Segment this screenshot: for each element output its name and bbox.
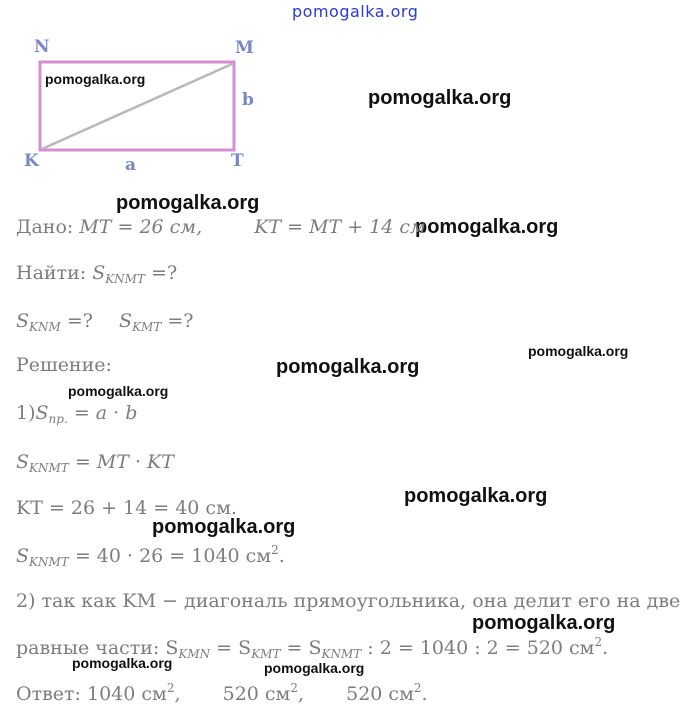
area-subscript: KNMT xyxy=(321,647,362,661)
equal-parts-line xyxy=(16,635,608,661)
area-symbol: S xyxy=(16,545,30,567)
superscript: 2 xyxy=(413,681,422,695)
area-calc-line xyxy=(16,543,285,569)
watermark: pomogalka.org xyxy=(264,660,365,676)
watermark-top: pomogalka.org xyxy=(292,2,419,21)
watermark: pomogalka.org xyxy=(368,87,512,109)
step-2-line: 2) так как KM − диагональ прямоугольника, она делит его на две xyxy=(16,590,681,612)
solution-label: Решение: xyxy=(16,354,112,376)
vertex-k-label: K xyxy=(24,151,39,171)
unknown-mark: =? xyxy=(60,310,93,332)
area-symbol: S xyxy=(119,310,133,332)
area-subscript: пр. xyxy=(48,412,68,426)
step-number: 1) xyxy=(16,402,36,424)
text: = S xyxy=(280,637,322,659)
area-subscript: KNMT xyxy=(105,272,145,286)
given-line xyxy=(16,216,426,238)
vertex-m-label: M xyxy=(235,38,254,58)
side-b-label: b xyxy=(242,90,254,110)
answer-value: 1040 см xyxy=(87,683,167,705)
answer-line xyxy=(16,681,428,705)
formula: = a · b xyxy=(67,402,138,424)
unknown-mark: =? xyxy=(144,262,178,284)
step-1-line xyxy=(16,402,137,426)
area-symbol: S xyxy=(16,451,30,473)
given-label: Дано: xyxy=(16,216,74,238)
comma: , xyxy=(297,683,305,705)
watermark: pomogalka.org xyxy=(116,192,260,214)
superscript: 2 xyxy=(166,681,175,695)
area-symbol: S xyxy=(16,310,30,332)
area-subscript: KMT xyxy=(132,320,162,334)
area-formula-line xyxy=(16,451,174,475)
area-subscript: KNMT xyxy=(29,555,69,569)
period: . xyxy=(278,545,285,567)
watermark: pomogalka.org xyxy=(276,356,420,378)
text: = S xyxy=(210,637,252,659)
superscript: 2 xyxy=(594,635,603,649)
area-symbol: S xyxy=(35,402,49,424)
formula: = 40 · 26 = 1040 см xyxy=(68,545,272,567)
find-label: Найти: xyxy=(16,262,87,284)
formula: = MT · KT xyxy=(68,451,174,473)
watermark: pomogalka.org xyxy=(68,383,169,399)
formula: : 2 = 1040 : 2 = 520 см xyxy=(361,637,595,659)
given-mt: MT = 26 см, xyxy=(79,216,203,238)
answer-label: Ответ: xyxy=(16,683,81,705)
area-subscript: KMT xyxy=(251,647,281,661)
area-subscript: KNMT xyxy=(29,461,69,475)
period: . xyxy=(602,637,609,659)
unknown-mark: =? xyxy=(161,310,194,332)
period: . xyxy=(421,683,428,705)
vertex-t-label: T xyxy=(231,151,244,171)
watermark: pomogalka.org xyxy=(472,612,616,634)
superscript: 2 xyxy=(290,681,298,695)
watermark: pomogalka.org xyxy=(528,343,629,359)
find-line xyxy=(16,262,177,286)
text: равные части: S xyxy=(16,637,179,659)
watermark: pomogalka.org xyxy=(72,655,173,671)
area-symbol: S xyxy=(92,262,106,284)
watermark: pomogalka.org xyxy=(152,516,296,538)
answer-value: 520 см xyxy=(222,683,291,705)
given-kt: KT = MT + 14 см xyxy=(254,216,426,238)
area-subscript: KNM xyxy=(29,320,61,334)
answer-value: 520 см xyxy=(346,683,414,705)
vertex-n-label: N xyxy=(34,37,50,57)
watermark: pomogalka.org xyxy=(415,216,559,238)
area-subscript: KMN xyxy=(178,647,211,661)
watermark: pomogalka.org xyxy=(404,485,548,507)
find-parts-line xyxy=(16,310,194,334)
comma: , xyxy=(174,683,181,705)
kt-calc-line: KT = 26 + 14 = 40 см. xyxy=(16,497,237,519)
side-a-label: a xyxy=(125,155,137,175)
watermark: pomogalka.org xyxy=(45,71,146,87)
superscript: 2 xyxy=(271,543,279,557)
